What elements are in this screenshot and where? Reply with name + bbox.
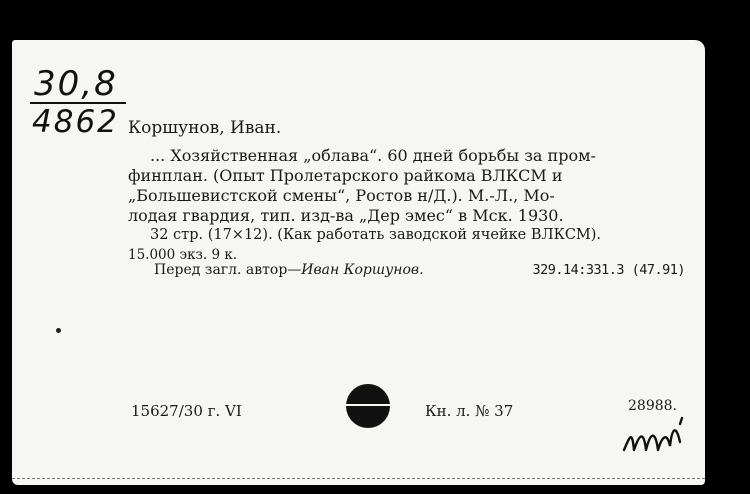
call-number [30,66,126,140]
punch-hole-crack [346,404,390,406]
handwritten-signature [622,416,692,456]
call-number-top: 30,8 [30,66,126,104]
card-edge-line [12,478,705,479]
title-line-2: финплан. (Опыт Пролетарского райкома ВЛКСМ и [128,166,563,185]
ink-speck [56,328,61,333]
collation-line: 32 стр. (17×12). (Как работать заводской ячейке ВЛКСМ). [150,227,602,243]
author-note-name: Иван Коршунов. [301,262,424,278]
title-line-1: ... Хозяйственная „облава“. 60 дней борьбы за пром- [150,146,596,165]
card-number: 28988. [628,398,677,414]
print-run-line: 15.000 экз. 9 к. [128,247,238,263]
author-heading: Коршунов, Иван. [128,118,282,138]
registry-number: 15627/30 г. VI [131,402,242,420]
author-note-line [154,262,424,278]
call-number-bottom: 4862 [32,104,119,140]
author-note-prefix: Перед загл. автор— [154,262,302,278]
udc-classification: 329.14:331.3 (47.91) [532,262,685,278]
imprint-line-2: лодая гвардия, тип. изд-ва „Дер эмес“ в Мск. 1930. [128,206,564,225]
imprint-line-1: „Большевистской смены“, Ростов н/Д.). М.-Л., Мо- [128,186,555,205]
book-chronicle-number: Кн. л. № 37 [425,402,514,420]
punch-hole [346,384,390,428]
catalog-card [12,40,705,485]
